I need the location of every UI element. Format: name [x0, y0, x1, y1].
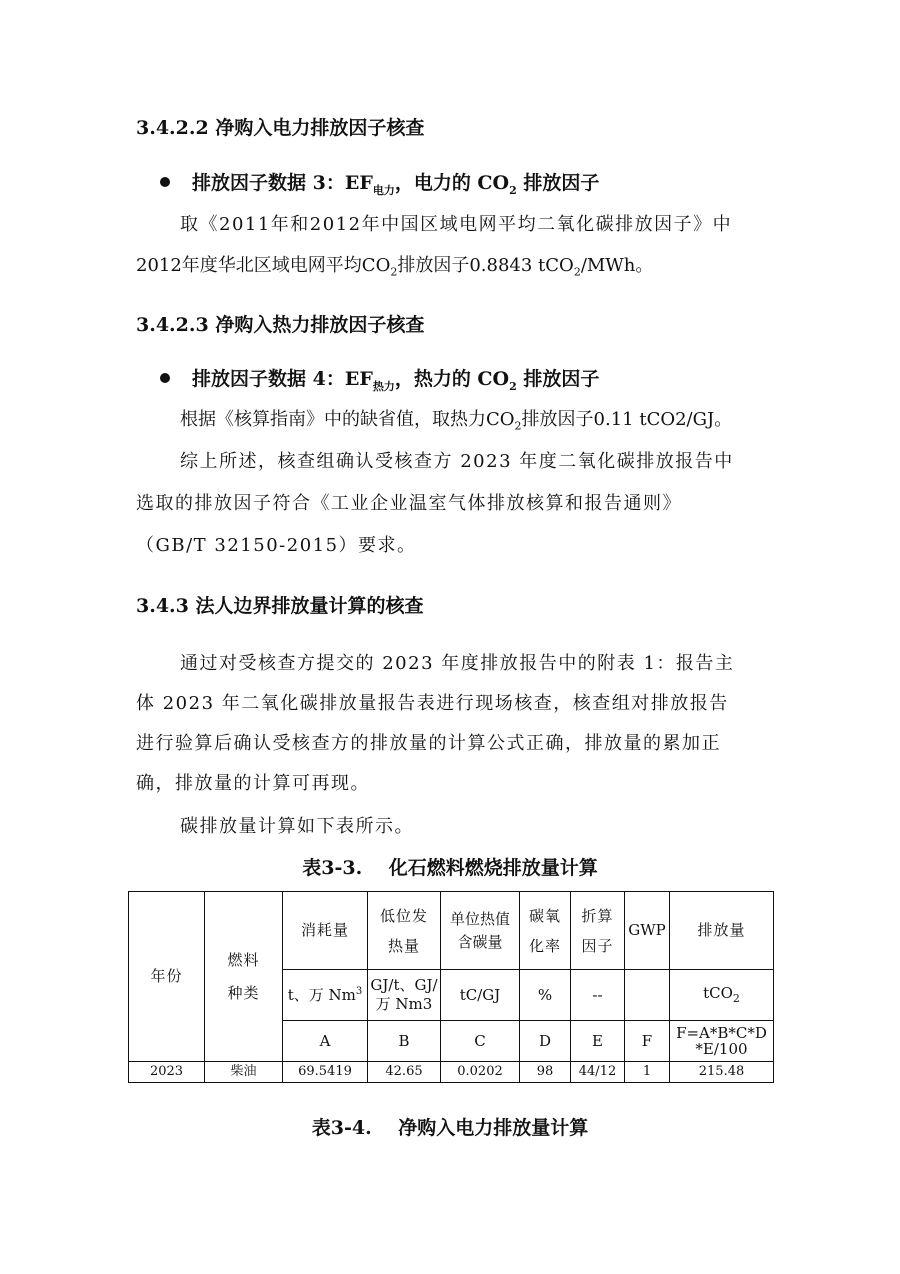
para-ef3-line2: 2012年度华北区域电网平均$CO_2$排放因子0.8843 tCO$_2$/MWh。 [136, 255, 654, 279]
header-emission: 排放量 [670, 892, 774, 970]
calc-line-2: 体 2023 年二氧化碳排放量报告表进行现场核查，核查组对排放报告 [136, 693, 729, 714]
ef-subscript: 热力 [372, 379, 395, 393]
table-intro: 碳排放量计算如下表所示。 [180, 816, 414, 837]
header-carbon-content: 单位热值 含碳量 [441, 892, 520, 970]
co2-subscript: 2 [509, 183, 517, 197]
bullet-ef-heat [160, 364, 599, 394]
heading-3-4-2-2: 3.4.2.2 净购入电力排放因子核查 [136, 117, 425, 139]
unit-oxidation-rate: % [520, 970, 571, 1021]
header-fuel-type: 燃料 种类 [205, 892, 283, 1062]
ef-subscript: 电力 [372, 183, 395, 197]
heading-3-4-2-3: 3.4.2.3 净购入热力排放因子核查 [136, 314, 425, 336]
para-ef4: 根据《核算指南》中的缺省值，取热力$CO_2$排放因子0.11 tCO2/GJ。 [180, 409, 733, 433]
summary-line-3: （GB/T 32150-2015）要求。 [136, 535, 417, 556]
calc-line-4: 确，排放量的计算可再现。 [136, 773, 370, 794]
summary-line-1: 综上所述，核查组确认受核查方 2023 年度二氧化碳排放报告中 [180, 451, 734, 472]
cell-conversion-factor: 44/12 [571, 1062, 625, 1083]
fossil-fuel-emission-table [128, 891, 774, 1083]
cell-gwp: 1 [625, 1062, 670, 1083]
unit-consumption: t、万 Nm$^3$ [283, 970, 368, 1021]
letter-conversion-factor: E [571, 1021, 625, 1062]
unit-emission: tCO$_2$ [670, 970, 774, 1021]
bullet-mid: ，热力的 CO [394, 368, 510, 390]
bullet-suffix: 排放因子 [516, 172, 600, 194]
cell-year: 2023 [129, 1062, 205, 1083]
bullet-prefix: 排放因子数据 3：EF [192, 172, 373, 194]
para-ef3-line1: 取《2011年和2012年中国区域电网平均二氧化碳排放因子》中 [180, 214, 733, 235]
letter-ncv: B [368, 1021, 441, 1062]
cell-fuel: 柴油 [205, 1062, 283, 1083]
heading-3-4-3: 3.4.3 法人边界排放量计算的核查 [136, 595, 424, 617]
unit-gwp [625, 970, 670, 1021]
unit-conversion-factor: -- [571, 970, 625, 1021]
cell-ncv: 42.65 [368, 1062, 441, 1083]
letter-oxidation-rate: D [520, 1021, 571, 1062]
bullet-dot-icon [160, 177, 170, 187]
header-conversion-factor: 折算 因子 [571, 892, 625, 970]
bullet-suffix: 排放因子 [516, 368, 600, 390]
letter-carbon-content: C [441, 1021, 520, 1062]
unit-ncv: GJ/t、GJ/ 万 Nm3 [368, 970, 441, 1021]
table-3-3-caption: 表3-3. 化石燃料燃烧排放量计算 [302, 857, 598, 879]
table-3-4-caption: 表3-4. 净购入电力排放量计算 [311, 1117, 589, 1139]
header-consumption: 消耗量 [283, 892, 368, 970]
bullet-prefix: 排放因子数据 4：EF [192, 368, 373, 390]
letter-consumption: A [283, 1021, 368, 1062]
unit-carbon-content: tC/GJ [441, 970, 520, 1021]
co2-subscript: 2 [509, 379, 517, 393]
bullet-mid: ，电力的 CO [394, 172, 510, 194]
letter-gwp: F [625, 1021, 670, 1062]
calc-line-3: 进行验算后确认受核查方的排放量的计算公式正确，排放量的累加正 [136, 733, 721, 754]
cell-carbon-content: 0.0202 [441, 1062, 520, 1083]
header-gwp: GWP [625, 892, 670, 970]
summary-line-2: 选取的排放因子符合《工业企业温室气体排放核算和报告通则》 [136, 493, 682, 514]
bullet-dot-icon [160, 373, 170, 383]
cell-consumption: 69.5419 [283, 1062, 368, 1083]
header-year: 年份 [129, 892, 205, 1062]
letter-emission-formula: F=A*B*C*D *E/100 [670, 1021, 774, 1062]
header-ncv: 低位发 热量 [368, 892, 441, 970]
bullet-ef-electricity [160, 168, 599, 198]
cell-emission: 215.48 [670, 1062, 774, 1083]
cell-oxidation-rate: 98 [520, 1062, 571, 1083]
header-oxidation-rate: 碳氧 化率 [520, 892, 571, 970]
table-row [129, 1062, 774, 1083]
calc-line-1: 通过对受核查方提交的 2023 年度排放报告中的附表 1：报告主 [180, 653, 735, 674]
